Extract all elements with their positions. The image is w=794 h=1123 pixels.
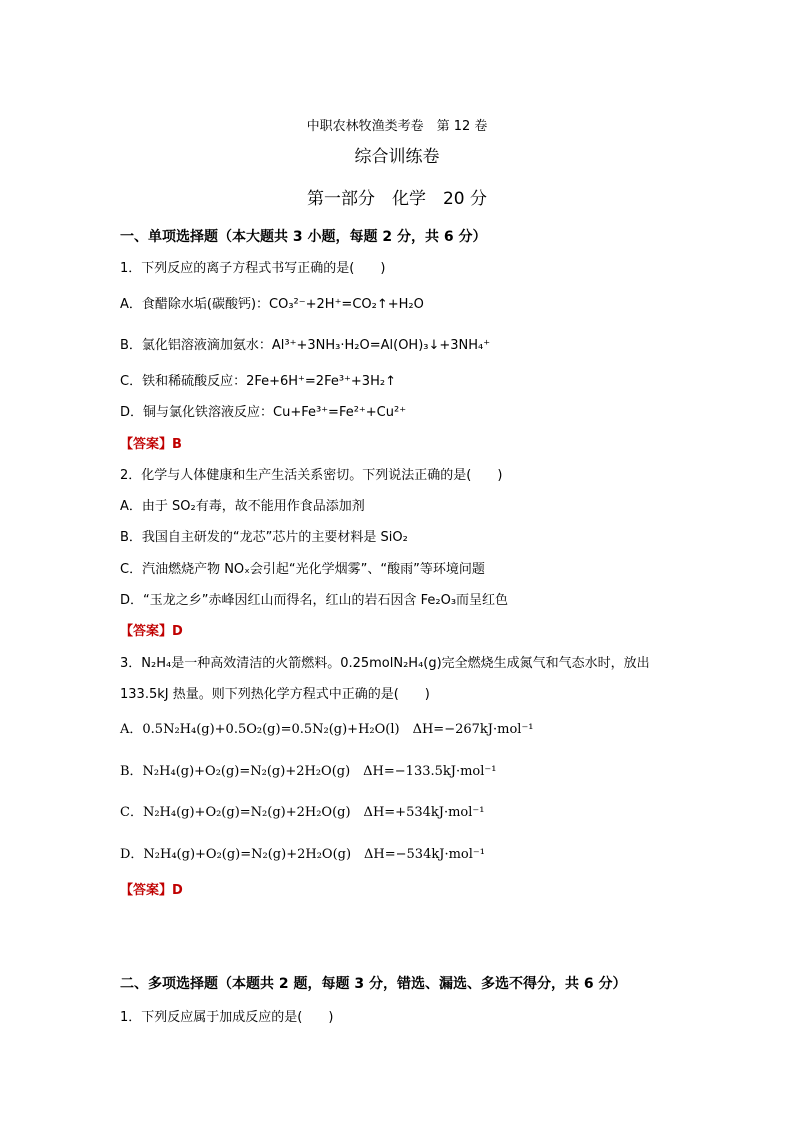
section2-heading: 二、多项选择题（本题共 2 题，每题 3 分，错选、漏选、多选不得分，共 6 分）	[120, 976, 627, 992]
part-title: 第一部分 化学 20 分	[306, 189, 488, 209]
subtitle: 综合训练卷	[354, 147, 440, 167]
q2-option-a: A．由于 SO₂有毒，故不能用作食品添加剂	[120, 499, 365, 514]
q3-answer: 【答案】D	[120, 883, 183, 898]
q3-stem-line1: 3．N₂H₄是一种高效清洁的火箭燃料。0.25molN₂H₄(g)完全燃烧生成氮气和气态水时，放出	[120, 656, 650, 671]
section1-heading: 一、单项选择题（本大题共 3 小题，每题 2 分，共 6 分）	[120, 229, 487, 245]
q1-answer: 【答案】B	[120, 437, 182, 452]
q1-option-c: C．铁和稀硫酸反应：2Fe+6H⁺=2Fe³⁺+3H₂↑	[120, 374, 396, 389]
q2-option-b: B．我国自主研发的“龙芯”芯片的主要材料是 SiO₂	[120, 530, 408, 545]
q2-option-d: D．“玉龙之乡”赤峰因红山而得名，红山的岩石因含 Fe₂O₃而呈红色	[120, 593, 509, 608]
q1-option-b: B．氯化铝溶液滴加氨水：Al³⁺+3NH₃·H₂O=Al(OH)₃↓+3NH₄⁺	[120, 338, 491, 353]
q2-answer: 【答案】D	[120, 624, 183, 639]
q3-option-d: D．N₂H₄(g)+O₂(g)=N₂(g)+2H₂O(g) ΔH=−534kJ·mol⁻¹	[120, 847, 485, 862]
q1-option-a: A．食醋除水垢(碳酸钙)：CO₃²⁻+2H⁺=CO₂↑+H₂O	[120, 297, 424, 312]
q1-option-d: D．铜与氯化铁溶液反应：Cu+Fe³⁺=Fe²⁺+Cu²⁺	[120, 405, 407, 420]
q2-stem: 2．化学与人体健康和生产生活关系密切。下列说法正确的是( )	[120, 468, 503, 483]
exam-title: 中职农林牧渔类考卷 第 12 卷	[306, 119, 488, 134]
q1-stem: 1．下列反应的离子方程式书写正确的是( )	[120, 261, 386, 276]
q3-stem-line2: 133.5kJ 热量。则下列热化学方程式中正确的是( )	[120, 687, 430, 702]
s2-q1-stem: 1．下列反应属于加成反应的是( )	[120, 1010, 334, 1025]
q3-option-b: B．N₂H₄(g)+O₂(g)=N₂(g)+2H₂O(g) ΔH=−133.5kJ·mol⁻¹	[120, 764, 497, 779]
q3-option-a: A．0.5N₂H₄(g)+0.5O₂(g)=0.5N₂(g)+H₂O(l) ΔH=−267kJ·mol⁻¹	[120, 722, 534, 737]
q3-option-c: C．N₂H₄(g)+O₂(g)=N₂(g)+2H₂O(g) ΔH=+534kJ·mol⁻¹	[120, 805, 485, 820]
q2-option-c: C．汽油燃烧产物 NOₓ会引起“光化学烟雾”、“酸雨”等环境问题	[120, 562, 485, 577]
